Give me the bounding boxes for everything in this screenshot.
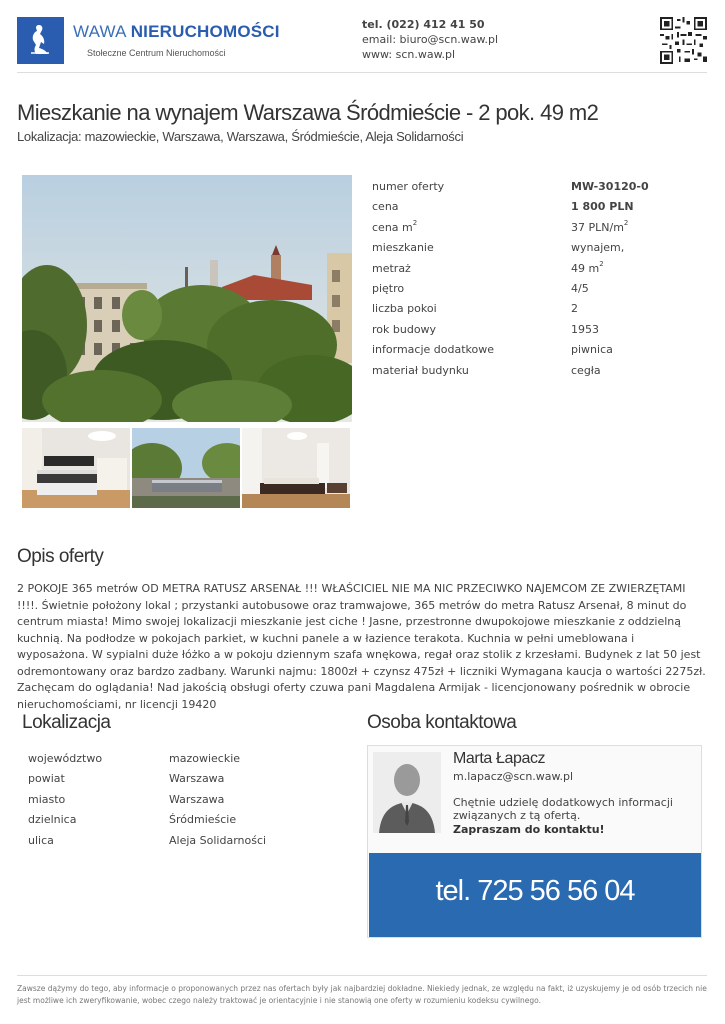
- location-heading: Lokalizacja: [22, 712, 111, 733]
- detail-price-per-m2: cena $m^2$ 37 PLN/$m^2$: [372, 219, 629, 234]
- detail-price: cena 1 800 PLN: [372, 200, 634, 213]
- agency-phone[interactable]: tel. (022) 412 41 50: [362, 18, 485, 31]
- description-text: 2 POKOJE 365 metrów OD METRA RATUSZ ARSENAŁ !!! WŁAŚCICIEL NIE MA NIC PRZECIWKO NAJEMCOM ZE ZWIERZĘTAMI !!!!. Świetnie położony lokal ; przystanki autobusowe oraz tramwajowe, 365 metrów do metra Ratusz Arsenał, 8 minut do centrum miasta! Mimo swojej lokalizacji mieszkanie jest ciche ! Jasne, przestronne dwupokojowe mieszkanie z oddzielną kuchnią. Na podłodze w pokojach parkiet, w kuchni panele a w łazience terakota. Kuchnia w pełni umeblowana i wyposażona. W sypialni duże łóżko a w pokoju dziennym szafa wnękowa, regał oraz stolik z krzesłami. Budynek z lat 50 jest odremontowany oraz bardzo zadbany. Warunki najmu: 1800zł + czynsz 475zł + liczniki Wymagana kaucja o wartości 2275zł. Zachęcam do oglądania! Nad jakością obsługi oferty czuwa pani Magdalena Armijak - licencjonowany pośrednik w obrocie nieruchomościami, nr licencji 19420: [17, 582, 706, 711]
- detail-area: metraż 49 $m^2$: [372, 260, 604, 275]
- location-row-city: miasto Warszawa: [28, 793, 225, 806]
- location-row-voivodeship: województwo mazowieckie: [28, 752, 241, 765]
- agent-avatar: [373, 752, 441, 833]
- thumbnail-street-view[interactable]: [132, 428, 240, 508]
- agent-info: Chętnie udzielę dodatkowych informacji związanych z tą ofertą.: [453, 796, 673, 822]
- offer-location: Lokalizacja: mazowieckie, Warszawa, Warszawa, Śródmieście, Aleja Solidarności: [17, 129, 464, 144]
- agent-name: Marta Łapacz: [453, 750, 546, 767]
- detail-material: materiał budynku cegła: [372, 364, 601, 377]
- detail-year-built: rok budowy 1953: [372, 323, 599, 336]
- contact-heading: Osoba kontaktowa: [367, 712, 517, 733]
- footer-divider: [17, 975, 707, 976]
- agent-email[interactable]: m.lapacz@scn.waw.pl: [453, 770, 574, 783]
- agency-www[interactable]: www: scn.waw.pl: [362, 48, 456, 61]
- agent-phone-banner[interactable]: [369, 853, 701, 937]
- location-row-street: ulica Aleja Solidarności: [28, 834, 267, 847]
- detail-type: mieszkanie wynajem,: [372, 241, 625, 254]
- detail-floor: piętro 4/5: [372, 282, 589, 295]
- agent-phone[interactable]: tel. 725 56 56 04: [435, 875, 635, 907]
- thumbnail-kitchen[interactable]: [22, 428, 130, 508]
- thumbnail-bedroom[interactable]: [242, 428, 350, 508]
- logo-subtitle: Stołeczne Centrum Nieruchomości: [87, 48, 226, 58]
- logo-title: WAWA NIERUCHOMOŚCI: [73, 22, 280, 41]
- location-row-district: dzielnica Śródmieście: [28, 813, 237, 826]
- agent-cta: Zapraszam do kontaktu!: [453, 823, 605, 836]
- main-photo[interactable]: [22, 175, 352, 422]
- description-heading: Opis oferty: [17, 546, 104, 567]
- logo-mark: [17, 17, 64, 64]
- offer-title: Mieszkanie na wynajem Warszawa Śródmieście - 2 pok. 49 m2: [17, 100, 599, 125]
- location-row-county: powiat Warszawa: [28, 772, 225, 785]
- detail-extra-info: informacje dodatkowe piwnica: [372, 343, 613, 356]
- footer-disclaimer: Zawsze dążymy do tego, aby informacje o proponowanych przez nas ofertach były jak najbardziej dokładne. Niekiedy jednak, ze względu na fakt, iż uzyskujemy je od osób trzecich nie jest możliwe ich zweryfikowanie, wobec czego należy traktować je orientacyjnie i nie stanowią one oferty w rozumieniu kodeksu cywilnego.: [17, 984, 707, 1005]
- agency-email[interactable]: email: biuro@scn.waw.pl: [362, 33, 499, 46]
- qr-code-icon: [660, 17, 707, 64]
- mermaid-logo-icon: [17, 17, 64, 64]
- detail-rooms: liczba pokoi 2: [372, 302, 578, 315]
- agency-contact: [362, 17, 498, 62]
- detail-offer-number: numer oferty MW-30120-0: [372, 180, 649, 193]
- header-divider: [17, 72, 707, 73]
